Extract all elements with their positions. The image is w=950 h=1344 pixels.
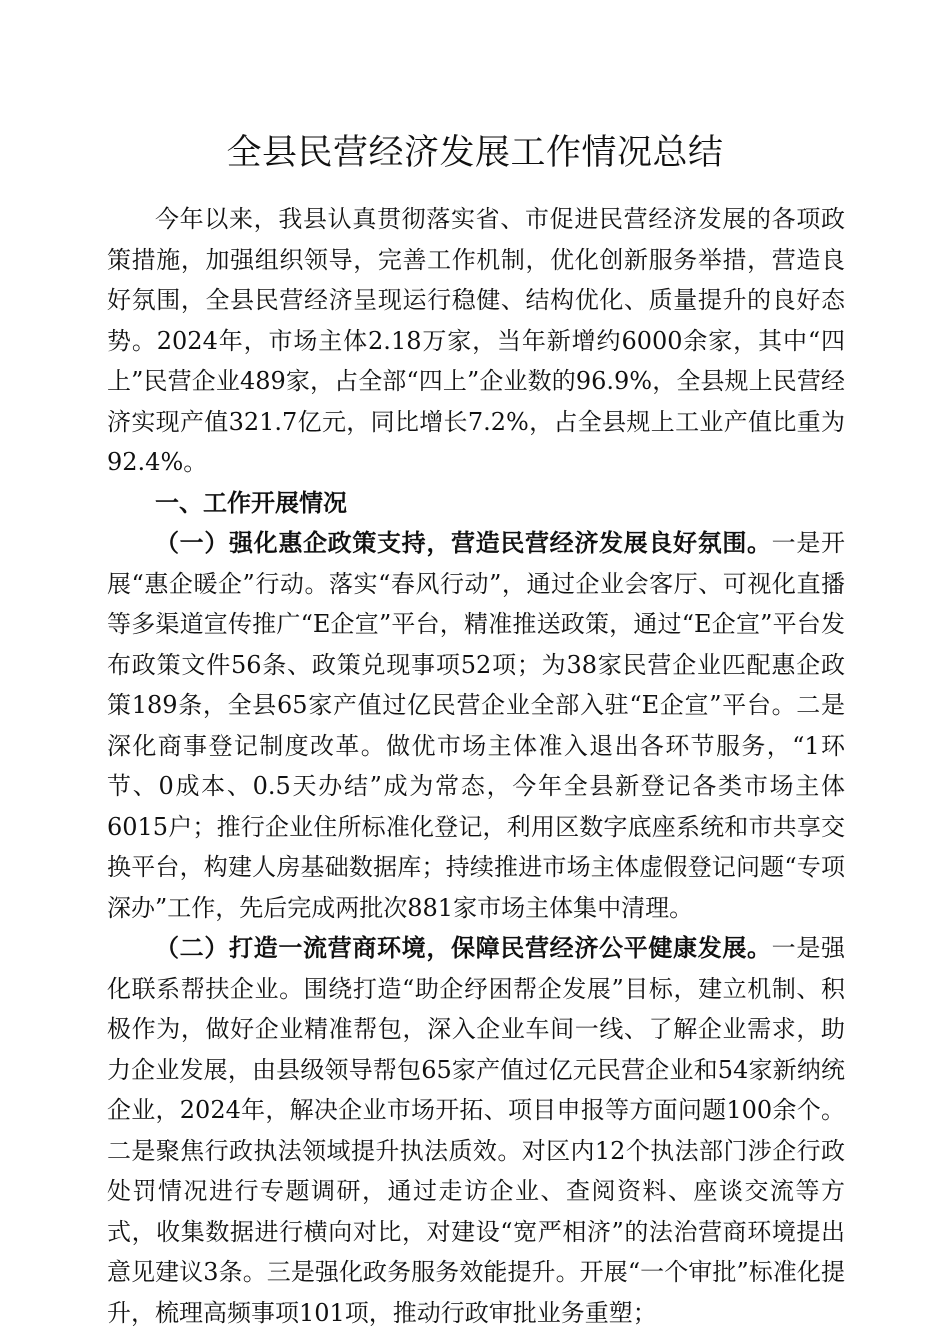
subsection-1-heading: （一）强化惠企政策支持，营造民营经济发展良好氛围。 (155, 528, 772, 557)
subsection-1-paragraph (107, 523, 845, 928)
document-title: 全县民营经济发展工作情况总结 (226, 133, 724, 173)
subsection-2-text: 一是强化联系帮扶企业。围绕打造“助企纾困帮企发展”目标，建立机制、积极作为，做好企业精准帮包，深入企业车间一线、了解企业需求，助力企业发展，由县级领导帮包65家产值过亿元民营企业和54家新纳统企业，2024年，解决企业市场开拓、项目申报等方面问题100余个。二是聚焦行政执法领域提升执法质效。对区内12个执法部门涉企行政处罚情况进行专题调研，通过走访企业、查阅资料、座谈交流等方式，收集数据进行横向对比，对建设“宽严相济”的法治营商环境提出意见建议3条。三是强化政务服务效能提升。开展“一个审批”标准化提升，梳理高频事项101项，推动行政审批业务重塑； (107, 934, 846, 1327)
subsection-1-text: 一是开展“惠企暖企”行动。落实“春风行动”，通过企业会客厅、可视化直播等多渠道宣传推广“E企宣”平台，精准推送政策，通过“E企宣”平台发布政策文件56条、政策兑现事项52项；为38家民营企业匹配惠企政策189条，全县65家产值过亿民营企业全部入驻“E企宣”平台。二是深化商事登记制度改革。做优市场主体准入退出各环节服务，“1环节、0成本、0.5天办结”成为常态，今年全县新登记各类市场主体6015户；推行企业住所标准化登记，利用区数字底座系统和市共享交换平台，构建人房基础数据库；持续推进市场主体虚假登记问题“专项深办”工作，先后完成两批次881家市场主体集中清理。 (107, 529, 846, 922)
subsection-2-paragraph (107, 928, 845, 1333)
intro-paragraph: 今年以来，我县认真贯彻落实省、市促进民营经济发展的各项政策措施，加强组织领导，完善工作机制，优化创新服务举措，营造良好氛围，全县民营经济呈现运行稳健、结构优化、质量提升的良好态势。2024年，市场主体2.18万家，当年新增约6000余家，其中“四上”民营企业489家，占全部“四上”企业数的96.9%，全县规上民营经济实现产值321.7亿元，同比增长7.2%，占全县规上工业产值比重为92.4%。 (107, 205, 845, 476)
section-heading: 一、工作开展情况 (155, 487, 347, 517)
subsection-2-heading: （二）打造一流营商环境，保障民营经济公平健康发展。 (155, 933, 772, 962)
document-body (107, 199, 845, 1333)
